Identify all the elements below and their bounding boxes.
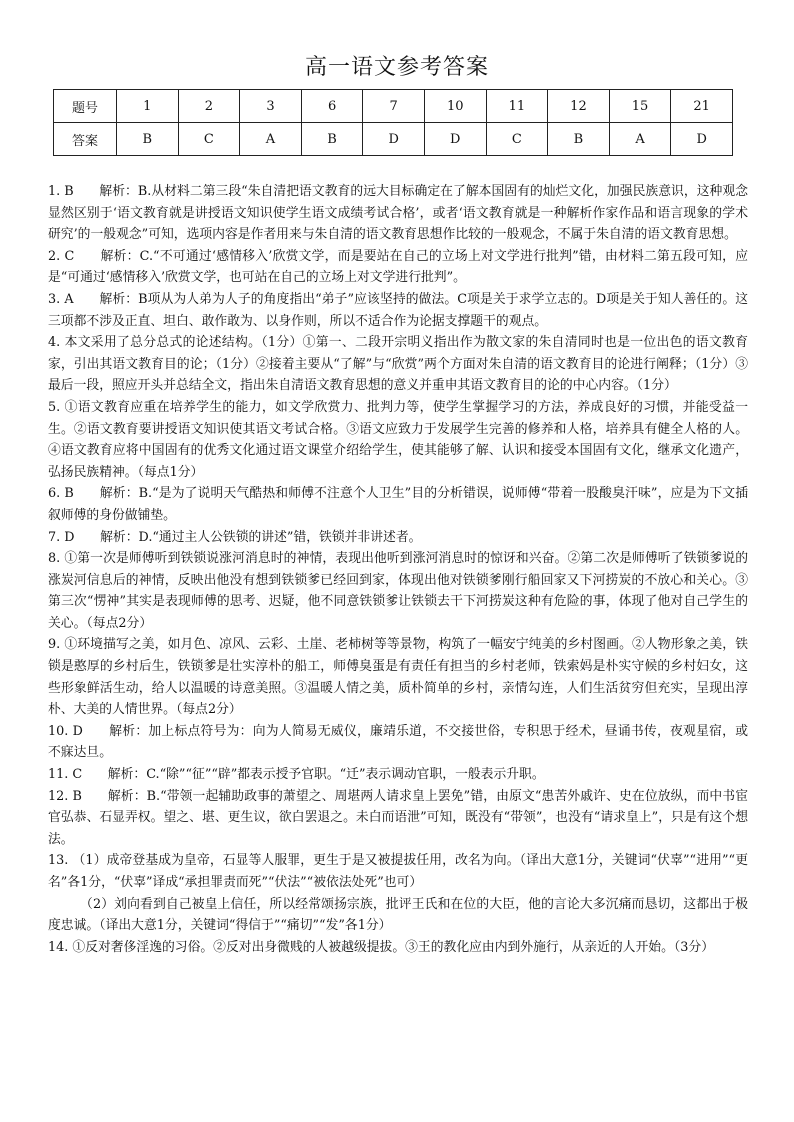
answer-item-5: 5. ①语文教育应重在培养学生的能力，如文学欣赏力、批判力等，使学生掌握学习的方法，养成良好的习惯，并能受益一生。②语文教育要讲授语文知识使其语文考试合格。③语文应致力于发展学生完善的修养和人格，培养具有健全人格的人。④语文教育应将中国固有的优秀文化通过语文课堂介绍给学生，使其能够了解、认识和接受本国固有文化，继承文化遗产，弘扬民族精神。（每点1分） (48, 399, 748, 480)
answer-item-10: 10. D 解析：加上标点符号为：向为人简易无威仪，廉靖乐道，不交接世俗，专积思于经术，昼诵书传，夜观星宿，或不寐达旦。 (48, 723, 748, 761)
row-label-number: 题号 (54, 90, 117, 123)
question-number-row (54, 90, 733, 123)
page-title: 高一语文参考答案 (304, 55, 489, 80)
answer-row (54, 123, 733, 156)
answer-cell: C (178, 123, 240, 156)
question-number: 12 (548, 90, 610, 123)
answer-cell: D (363, 123, 425, 156)
answer-cell: A (609, 123, 671, 156)
question-number: 1 (117, 90, 179, 123)
answer-item-11: 11. C 解析：C.“除”“征”“辟”都表示授予官职。“迁”表示调动官职，一般表示升职。 (48, 767, 545, 783)
answer-explanations (48, 181, 748, 958)
question-number: 2 (178, 90, 240, 123)
answer-item-13-1: 13. （1）成帝登基成为皇帝，石显等人服罪，更生于是又被提拔任用，改名为向。（译出大意1分，关键词“伏辜”“进用”“更名”各1分，“伏辜”译成“承担罪责而死”“伏法”“被依法处死”也可） (48, 853, 748, 890)
answer-cell: B (548, 123, 610, 156)
answer-item-4: 4. 本文采用了总分总式的论述结构。（1分）①第一、二段开宗明义指出作为散文家的朱自清同时也是一位出色的语文教育家，引出其语文教育目的论；（1分）②接着主要从“了解”与“欣赏”两个方面对朱自清的语文教育目的论进行阐释；（1分）③最后一段，照应开头并总结全文，指出朱自清语文教育思想的意义并重申其语文教育目的论的中心内容。（1分） (48, 335, 748, 394)
row-label-answer: 答案 (54, 123, 117, 156)
answer-item-9: 9. ①环境描写之美，如月色、凉风、云彩、土崖、老柿树等等景物，构筑了一幅安宁纯美的乡村图画。②人物形象之美，铁锁是憨厚的乡村后生，铁锁爹是壮实淳朴的船工，师傅臭蛋是有责任有担当的乡村老师，铁索妈是朴实守候的乡村妇女，这些形象鲜活生动，给人以温暖的诗意美照。③温暖人情之美，质朴简单的乡村，亲情勾连，人们生活贫穷但充实，呈现出淳朴、大美的人情世界。（每点2分） (48, 637, 748, 718)
question-number: 3 (240, 90, 302, 123)
answer-cell: B (301, 123, 363, 156)
answer-cell: A (240, 123, 302, 156)
answer-item-2: 2. C 解析：C.“不可通过‘感情移入’欣赏文学，而是要站在自己的立场上对文学进行批判”错，由材料二第五段可知，应是“可通过‘感情移入’欣赏文学，也可站在自己的立场上对文学进行批判”。 (48, 248, 748, 286)
answer-cell: B (117, 123, 179, 156)
answer-item-6: 6. B 解析：B.“是为了说明天气酷热和师傅不注意个人卫生”目的分析错误，说师傅“带着一股酸臭汗味”，应是为下文插叙师傅的身份做铺垫。 (48, 486, 748, 523)
answer-item-7: 7. D 解析：D.“通过主人公铁锁的讲述”错，铁锁并非讲述者。 (48, 529, 422, 545)
question-number: 10 (424, 90, 486, 123)
answer-cell: D (671, 123, 733, 156)
answer-item-1: 1. B 解析：B.从材料二第三段“朱自清把语文教育的远大目标确定在了解本国固有的灿烂文化，加强民族意识，这种观念显然区别于‘语文教育就是讲授语文知识使学生语文成绩考试合格’，或者‘语文教育就是一种解析作家作品和语言现象的学术研究’的一般观念”可知，选项内容是作者用来与朱自清的语文教育思想作比较的一般观念，不属于朱自清的语文教育思想。 (48, 184, 748, 243)
answer-item-12: 12. B 解析：B.“带领一起辅助政事的萧望之、周堪两人请求皇上罢免”错，由原文“患苦外戚许、史在位放纵，而中书宦官弘恭、石显弄权。望之、堪、更生议，欲白罢退之。未白而语泄”可知，既没有“带领”，也没有“请求皇上”，只是有这个想法。 (48, 788, 748, 847)
answer-cell: C (486, 123, 548, 156)
question-number: 6 (301, 90, 363, 123)
answer-table (53, 89, 733, 156)
answer-item-13-2: （2）刘向看到自己被皇上信任，所以经常颂扬宗族，批评王氏和在位的大臣，他的言论大多沉痛而恳切，这都出于极度忠诚。（译出大意1分，关键词“得信于”“痛切”“发”各1分） (48, 896, 748, 934)
question-number: 7 (363, 90, 425, 123)
question-number: 21 (671, 90, 733, 123)
answer-item-3: 3. A 解析：B项从为人弟为人子的角度指出“弟子”应该坚持的做法。C项是关于求学立志的。D项是关于知人善任的。这三项都不涉及正直、坦白、敢作敢为、以身作则，所以不适合作为论据支撑题干的观点。 (48, 291, 748, 329)
answer-item-8: 8. ①第一次是师傅听到铁锁说涨河消息时的神情，表现出他听到涨河消息时的惊讶和兴奋。②第二次是师傅听了铁锁爹说的涨炭河信息后的神情，反映出他没有想到铁锁爹已经回到家，体现出他对铁锁爹刚行船回家又下河捞炭的不放心和关心。③第三次“愣神”其实是表现师傅的思考、迟疑，他不同意铁锁爹让铁锁去干下河捞炭这种有危险的事，体现了他对自己学生的关心。（每点2分） (48, 551, 748, 631)
question-number: 11 (486, 90, 548, 123)
answer-item-14: 14. ①反对奢侈淫逸的习俗。②反对出身微贱的人被越级提拔。③王的教化应由内到外施行，从亲近的人开始。（3分） (48, 939, 715, 955)
question-number: 15 (609, 90, 671, 123)
answer-cell: D (424, 123, 486, 156)
